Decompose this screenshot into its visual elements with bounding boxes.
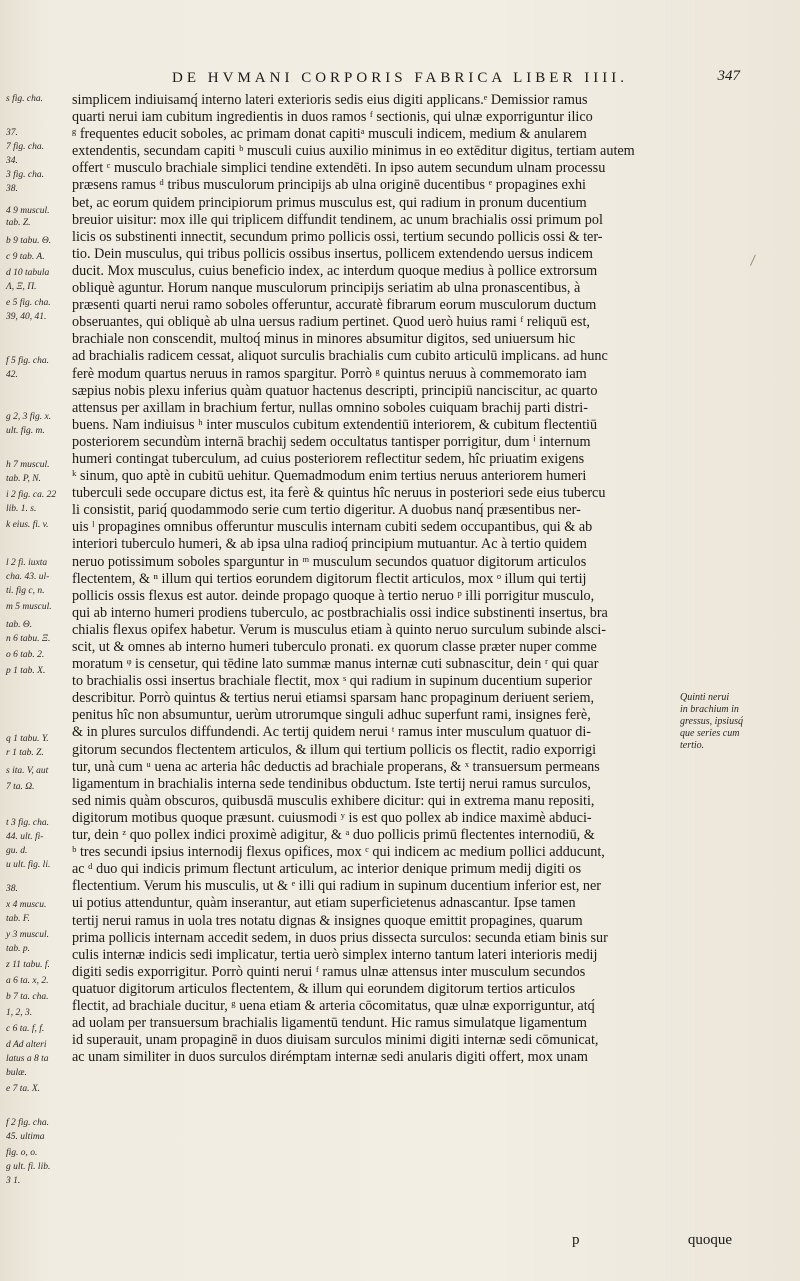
- marginal-reference: 45. ultima: [6, 1132, 45, 1142]
- text-line: tur, dein ᶻ quo pollex indici proximè adigitur, & ᵃ duo pollicis primū flectentes internodiū, &: [72, 827, 595, 844]
- marginal-reference: b 7 ta. cha.: [6, 992, 49, 1002]
- marginal-reference: m 5 muscul.: [6, 602, 52, 612]
- marginal-reference: 3 1.: [6, 1176, 21, 1186]
- text-line: to brachialis ossi insertus brachiale flectit, mox ˢ qui radium in supinum ducentium superior: [72, 673, 592, 690]
- text-line: tur, unà cum ᵘ uena ac arteria hâc deductis ad brachiale properans, & ˣ transuersum permeans: [72, 758, 600, 775]
- marginal-note-line: in brachium in: [680, 704, 739, 715]
- text-line: chialis flexus opifex habetur. Verum is musculus etiam à quinto neruo surculum subinde alsci-: [72, 621, 607, 638]
- marginal-reference: n 6 tabu. Ξ.: [6, 634, 51, 644]
- marginal-reference: 37.: [6, 128, 18, 138]
- marginal-reference: g 2, 3 fig. x.: [6, 412, 52, 422]
- text-line: ad uolam per transuersum brachialis ligamentū tendunt. Hic ramus simulatque ligamentum: [72, 1015, 587, 1032]
- text-line: flectentem, & ⁿ illum qui tertios eorundem digitorum flectit articulos, mox ᵒ illum qui tertij: [72, 570, 587, 587]
- marginal-reference: u ult. fig. li.: [6, 860, 51, 870]
- text-line: pollicis ossis flexus est autor. deinde propago quoque à tertio neruo ᵖ illi porrigitur musculo,: [72, 587, 595, 604]
- page-number: 347: [717, 68, 740, 84]
- marginal-reference: 7 ta. Ω.: [6, 782, 35, 792]
- text-line: obliquè aguntur. Horum nanque musculorum principijs seriatim ab ulna pronascentibus, à: [72, 280, 581, 297]
- marginal-reference: s ita. V, aut: [6, 766, 49, 776]
- text-line: flectit, ad brachiale ducitur, ᵍ uena etiam & arteria cōcomitatus, quæ ulnæ exporriguntur, atq́: [72, 997, 595, 1014]
- text-line: humeri contingat tuberculum, ad cuius posteriorem reflectitur sedem, hîc priuatim exigens: [72, 450, 585, 467]
- marginal-reference: tab. Z.: [6, 218, 31, 228]
- marginal-reference: d 10 tabula: [6, 268, 50, 278]
- text-line: describitur. Porrò quintus & tertius nerui etiamsi sparsam hanc propaginum deriuent seriem,: [72, 690, 595, 707]
- text-line: obseruantes, qui obliquè ab ulna uersus radium pertinet. Quod uerò huius rami ᶠ reliquū est,: [72, 314, 590, 331]
- marginal-reference: 3 fig. cha.: [6, 170, 44, 180]
- marginal-reference: 38.: [6, 884, 18, 894]
- text-line: ducit. Mox musculus, cuius beneficio index, ac interdum quoque medius à pollice extrorsum: [72, 262, 598, 279]
- marginal-reference: tab. p.: [6, 944, 31, 954]
- text-line: id superauit, unam propaginē in duos diuisam surculos minimi digiti internæ sedi cōmunicat,: [72, 1032, 599, 1049]
- text-line: ᵍ frequentes educit soboles, ac primam donat capitiᵃ musculi indicem, medium & anularem: [72, 126, 587, 143]
- text-line: ui potius attenduntur, quàm inserantur, aut etiam superficietenus adnascantur. Ipse tamen: [72, 895, 576, 912]
- marginal-reference: 1, 2, 3.: [6, 1008, 33, 1018]
- text-line: gitorum secundos flectentem articulos, & illum qui tertium pollicis os flectit, radio exporrigi: [72, 741, 597, 758]
- text-line: uis ˡ propagines omnibus offeruntur musculis internam cubiti sedem occupantibus, qui & ab: [72, 519, 593, 536]
- marginal-reference: fig. o, o.: [6, 1148, 38, 1158]
- text-line: buens. Nam indiuisus ʰ inter musculos cubitum extendentiū interiorem, & cubitum flectentiū: [72, 416, 598, 433]
- marginal-reference: 42.: [6, 370, 18, 380]
- text-line: & in plures surculos diffundendi. Ac tertij quidem nerui ᵗ ramus inter musculum quatuor di-: [72, 724, 592, 741]
- marginal-note-line: tertio.: [680, 740, 705, 751]
- marginal-reference: Λ, Ξ, Π.: [6, 282, 37, 292]
- marginal-reference: q 1 tabu. Y.: [6, 734, 49, 744]
- marginal-reference: f 5 fig. cha.: [6, 356, 50, 366]
- text-line: culis internæ indicis sedi implicatur, tertia uerò simplex interno tantum lateri interioris medij: [72, 946, 598, 963]
- text-line: sæpius nobis plexu inferius quàm quatuor hactenus descripti, principiū nanciscitur, ac quarto: [72, 382, 598, 399]
- marginal-reference: tab. F.: [6, 914, 30, 924]
- marginal-reference: g ult. fi. lib.: [6, 1162, 51, 1172]
- marginal-reference: ult. fig. m.: [6, 426, 45, 436]
- text-line: ᵏ sinum, quo aptè in cubitū uehitur. Quemadmodum enim tertius neruus anteriorem humeri: [72, 468, 587, 485]
- text-line: præsens ramus ᵈ tribus musculorum principijs ab ulna originē ducentibus ᵉ propagines exhi: [72, 177, 586, 194]
- marginal-reference: e 5 fig. cha.: [6, 298, 51, 308]
- catchword: quoque: [687, 1232, 732, 1248]
- marginal-reference: b 9 tabu. Θ.: [6, 236, 52, 246]
- text-line: posteriorem secundùm internā brachij sedem occultatus tantisper porrigitur, dum ⁱ internum: [72, 433, 591, 450]
- text-line: interiori tuberculo humeri, & ab ipsa ulna radioq́ principium mutuantur. Ac à tertio quidem: [72, 536, 587, 553]
- marginal-reference: 39, 40, 41.: [6, 312, 47, 322]
- marginal-note-line: Quinti nerui: [680, 692, 730, 703]
- marginal-reference: f 2 fig. cha.: [6, 1118, 50, 1128]
- text-line: ᵇ tres secundi ipsius internodij flexus opifices, mox ᶜ qui indicem ac medium pollici adducunt,: [72, 844, 605, 861]
- marginal-reference: d Ad alteri: [6, 1040, 47, 1050]
- text-line: neruo potissimum soboles sparguntur in ᵐ musculum secundos quatuor digitorum articulos: [72, 553, 587, 570]
- marginal-reference: lib. 1. s.: [6, 504, 37, 514]
- marginal-note-line: gressus, ipsiusq́: [680, 716, 743, 727]
- text-line: extendentis, secundam capiti ᵇ musculi cuius auxilio minimus in eo extēditur digitus, tertiam autem: [72, 143, 635, 160]
- text-line: breuior uisitur: mox ille qui triplicem diffundit tendinem, ac unum brachialis ossi primum pol: [72, 211, 603, 228]
- marginal-reference: c 9 tab. A.: [6, 252, 45, 262]
- text-line: offert ᶜ musculo brachiale simplici tendine extendēti. In ipso autem secundum ulnam processu: [72, 160, 606, 177]
- text-line: ad brachialis radicem cessat, aliquot surculis brachialis cum cubito articulū implicans. ad hunc: [72, 348, 608, 365]
- marginal-reference: tab. P, N.: [6, 474, 41, 484]
- text-line: quarti nerui iam cubitum ingredientis in duos ramos ᶠ sectionis, qui ulnæ exporriguntur ilico: [72, 109, 593, 126]
- marginal-reference: 38.: [6, 184, 18, 194]
- marginal-reference: c 6 ta. f, f.: [6, 1024, 45, 1034]
- marginal-reference: z 11 tabu. f.: [6, 960, 50, 970]
- marginal-reference: 34.: [6, 156, 18, 166]
- marginal-reference: l 2 fi. iuxta: [6, 558, 48, 568]
- text-line: quatuor digitorum articulos flectentem, & illum qui eorundem digitorum tertios articulos: [72, 980, 576, 997]
- marginal-reference: t 3 fig. cha.: [6, 818, 50, 828]
- margin-mark: [750, 255, 763, 270]
- marginal-reference: k eius. fi. v.: [6, 520, 49, 530]
- text-line: sed nimis quàm obscuros, quibusdā musculis exhibere dicitur: qui in extrema manu repositi,: [72, 792, 595, 809]
- text-line: ligamentum in brachialis interna sede tendinibus obductum. Iste tertij nerui ramus surculos,: [72, 775, 591, 792]
- marginal-reference: latus a 8 ta: [6, 1054, 49, 1064]
- text-line: tuberculi sede occupare dictus est, ita ferè & quintus hîc neruus in posteriori sede eius tubercu: [72, 485, 606, 502]
- text-line: præsenti quarti nerui ramo soboles offeruntur, accuratè fibrarum eorum musculorum ductum: [72, 297, 597, 314]
- text-line: moratum ᵠ is censetur, qui tēdine lato summæ manus internæ cuti subnascitur, dein ʳ qui quar: [72, 656, 599, 673]
- main-text-column: [72, 92, 680, 1066]
- marginal-reference: y 3 muscul.: [6, 930, 50, 940]
- text-line: digiti sedis exporrigitur. Porrò quinti nerui ᶠ ramus ulnæ attensus inter musculum secundos: [72, 963, 586, 980]
- text-line: brachiale non conscendit, multoq́ minus in minores absumitur digitos, sed uniuersum hic: [72, 331, 576, 348]
- marginal-reference: x 4 muscu.: [6, 900, 47, 910]
- marginal-reference: e 7 ta. X.: [6, 1084, 41, 1094]
- running-title: DE HVMANI CORPORIS FABRICA LIBER IIII.: [172, 70, 628, 86]
- text-line: bet, ac eorum quidem principiorum primus musculus est, qui radium in pronum ducentium: [72, 194, 587, 211]
- text-line: simplicem indiuisamq́ interno lateri exterioris sedis eius digiti applicans.ᵉ Demissior ramus: [72, 92, 588, 108]
- text-line: penitus hîc non absumuntur, uerùm utrorumque singuli adhuc superfunt rami, insignes ferè,: [72, 707, 591, 724]
- marginal-reference: i 2 fig. ca. 22: [6, 490, 57, 500]
- marginal-reference: 7 fig. cha.: [6, 142, 44, 152]
- marginal-reference: a 6 ta. x, 2.: [6, 976, 49, 986]
- text-line: ferè modum quartus neruus in ramos spargitur. Porrò ᵍ quintus neruus à commemorato iam: [72, 365, 587, 382]
- text-line: ac unam similiter in duos surculos dirémptam internæ sedi anularis digiti offert, mox unam: [72, 1049, 588, 1066]
- text-line: digitorum motibus quoque præsunt. cuiusmodi ʸ is est quo pollex ab indice maximè abduci-: [72, 809, 592, 826]
- marginal-reference: tab. Θ.: [6, 620, 33, 630]
- marginal-reference: ti. fig c, n.: [6, 586, 45, 596]
- text-line: tertij nerui ramus in uola tres notatu dignas & insignes quoque emittit propagines, quarum: [72, 912, 583, 929]
- text-line: li consistit, pariq́ quodammodo serie cum tertio digeritur. A duobus nanq́ præsentibus ner-: [72, 502, 581, 519]
- right-marginal-note: [680, 692, 790, 752]
- marginal-reference: s fig. cha.: [6, 94, 43, 104]
- marginal-note-line: que series cum: [680, 728, 740, 739]
- page-footer: [72, 1232, 732, 1256]
- marginal-reference: h 7 muscul.: [6, 460, 50, 470]
- signature-mark: p: [572, 1232, 580, 1248]
- text-line: qui ab interno humeri prodiens tuberculo, ac postbrachialis ossi indice substinenti insertus, bra: [72, 604, 608, 621]
- text-line: tio. Dein musculus, qui tribus pollicis ossibus insertus, pollicem extendendo uersus indicem: [72, 245, 593, 262]
- text-line: attensus per axillam in brachium fertur, nullas omnino soboles cuiquam brachij parti distri-: [72, 399, 588, 416]
- marginal-reference: bulæ.: [6, 1068, 27, 1078]
- marginal-reference: 4 9 muscul.: [6, 206, 50, 216]
- marginal-reference: o 6 tab. 2.: [6, 650, 45, 660]
- marginal-reference: p 1 tab. X.: [6, 666, 46, 676]
- marginal-reference: 44. ult. fi-: [6, 832, 44, 842]
- text-line: licis os substinenti innectit, secundum primo pollicis ossi, tertium secundo pollicis ossi & ter-: [72, 228, 603, 245]
- text-line: flectentium. Verum his musculis, ut & ᵉ illi qui radium in supinum ducentium inferior est, ner: [72, 878, 602, 895]
- text-line: ac ᵈ duo qui indicis primum flectunt articulum, ac interior denique primum medij digiti os: [72, 861, 582, 878]
- marginal-reference: gu. d.: [6, 846, 28, 856]
- text-line: prima pollicis internam accedit sedem, in duos prius dissecta surculos: secunda etiam binis sur: [72, 929, 608, 946]
- marginal-reference: cha. 43. ul-: [6, 572, 50, 582]
- text-line: scit, ut & omnes ab interno humeri tuberculo pronati. ex quorum classe præter nuper comme: [72, 639, 597, 655]
- marginal-reference: r 1 tab. Z.: [6, 748, 44, 758]
